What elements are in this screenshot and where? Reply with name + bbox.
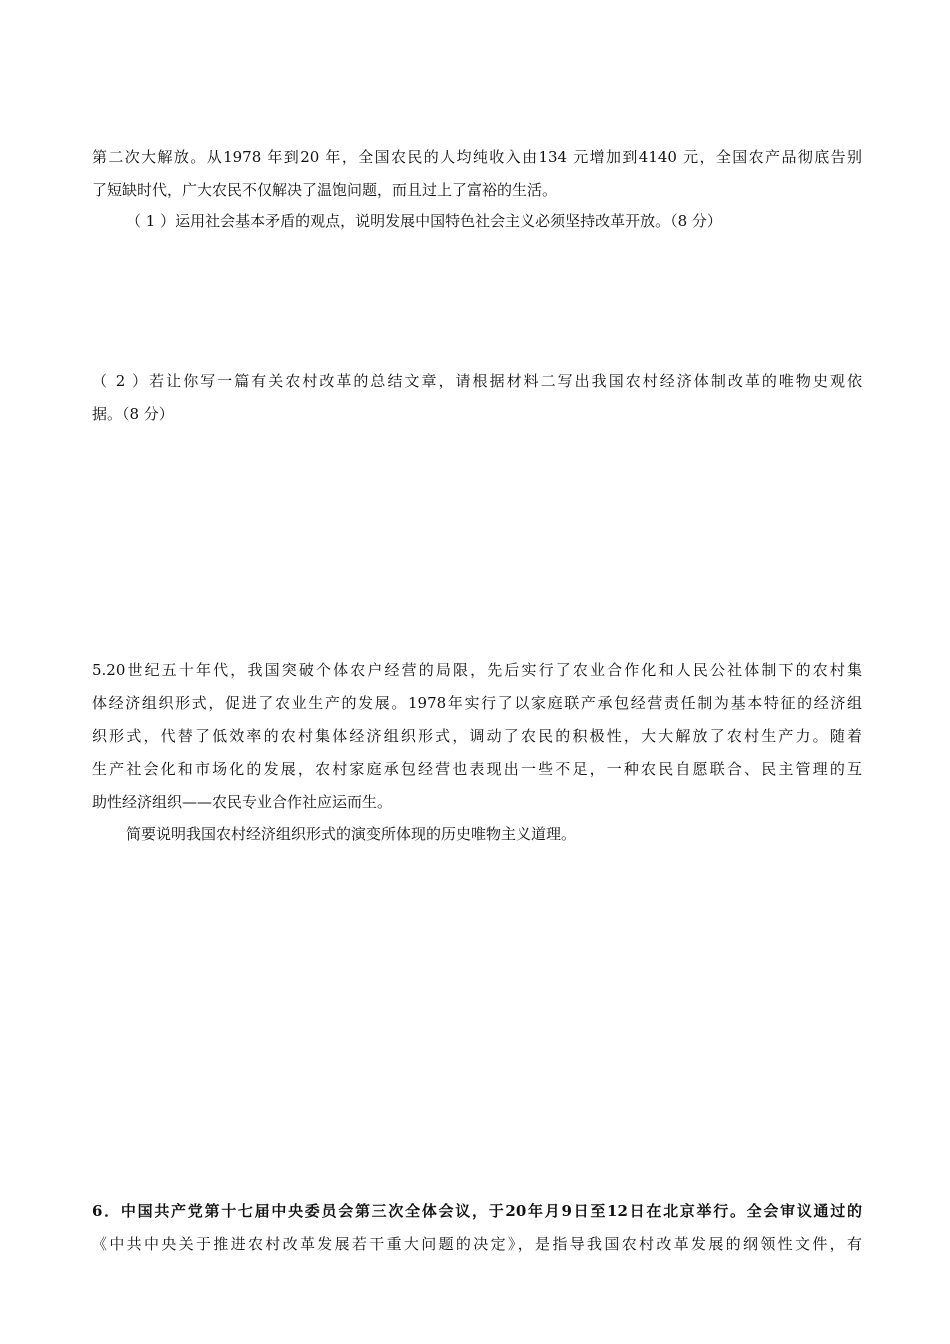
material-two-line-2: 了短缺时代，广大农民不仅解决了温饱问题，而且过上了富裕的生活。 (92, 181, 558, 199)
material-two-line-1: 第二次大解放。从1978 年到20 年，全国农民的人均纯收入由134 元增加到4140 元，全国农产品彻底告别 (92, 148, 862, 166)
question6-line-2: 《中共中央关于推进农村改革发展若干重大问题的决定》，是指导我国农村改革发展的纲领性文件，有 (92, 1235, 862, 1253)
question4-sub1: （ 1 ）运用社会基本矛盾的观点，说明发展中国特色社会主义必须坚持改革开放。（8 分） (126, 212, 722, 230)
question5-prompt: 简要说明我国农村经济组织形式的演变所体现的历史唯物主义道理。 (126, 825, 577, 843)
question4-sub2-line-1: （ 2 ）若让你写一篇有关农村改革的总结文章，请根据材料二写出我国农村经济体制改革的唯物史观依 (92, 372, 862, 390)
question5-line-1: 5.20世纪五十年代，我国突破个体农户经营的局限，先后实行了农业合作化和人民公社体制下的农村集 (92, 661, 862, 679)
question4-sub2-line-2: 据。（8 分） (92, 405, 174, 423)
question5-line-2: 体经济组织形式，促进了农业生产的发展。1978年实行了以家庭联产承包经营责任制为基本特征的经济组 (92, 694, 862, 712)
question5-line-4: 生产社会化和市场化的发展，农村家庭承包经营也表现出一些不足，一种农民自愿联合、民主管理的互 (92, 760, 862, 778)
question5-line-5: 助性经济组织——农民专业合作社应运而生。 (92, 793, 393, 811)
question6-line-1: 6．中国共产党第十七届中央委员会第三次全体会议，于20年月9日至12日在北京举行。全会审议通过的 (92, 1202, 862, 1220)
question5-line-3: 织形式，代替了低效率的农村集体经济组织形式，调动了农民的积极性，大大解放了农村生产力。随着 (92, 727, 862, 745)
